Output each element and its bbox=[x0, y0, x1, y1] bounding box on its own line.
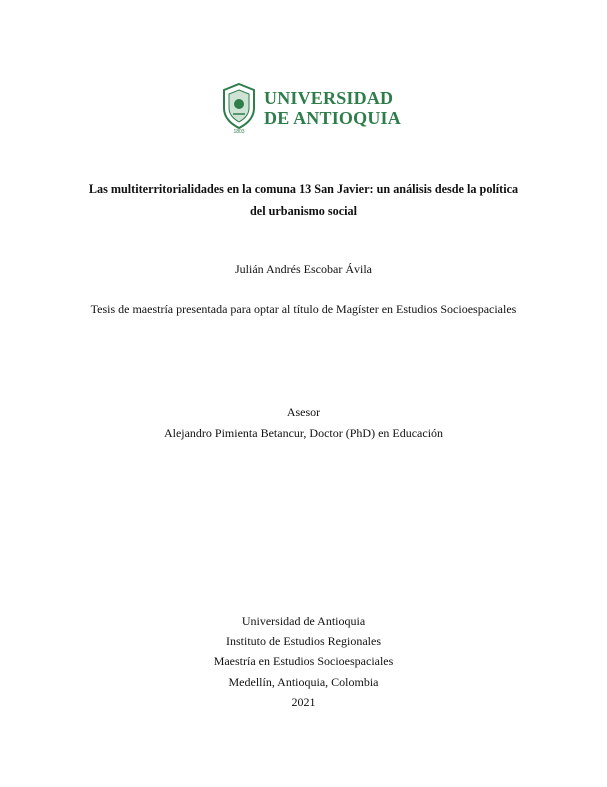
svg-text:1803: 1803 bbox=[233, 129, 245, 134]
university-name: Universidad de Antioquia bbox=[241, 614, 366, 628]
location: Medellín, Antioquia, Colombia bbox=[228, 675, 379, 689]
university-seal-icon bbox=[218, 82, 260, 134]
year: 2021 bbox=[291, 695, 316, 709]
logo-line-1: UNIVERSIDAD bbox=[264, 88, 394, 108]
thesis-statement: Tesis de maestría presentada para optar al título de Magíster en Estudios Socioespaciales bbox=[90, 302, 517, 316]
thesis-title: Las multiterritorialidades en la comuna 13 San Javier: un análisis desde la política del urbanismo social bbox=[88, 182, 519, 218]
advisor-heading: Asesor bbox=[286, 405, 321, 419]
university-wordmark bbox=[264, 88, 401, 128]
university-logo bbox=[218, 82, 401, 134]
institute-name: Instituto de Estudios Regionales bbox=[226, 634, 381, 648]
program-name: Maestría en Estudios Socioespaciales bbox=[213, 654, 394, 668]
logo-line-2: DE ANTIOQUIA bbox=[264, 108, 401, 128]
author-name: Julián Andrés Escobar Ávila bbox=[235, 262, 372, 276]
advisor-name: Alejandro Pimienta Betancur, Doctor (PhD) en Educación bbox=[163, 426, 444, 440]
